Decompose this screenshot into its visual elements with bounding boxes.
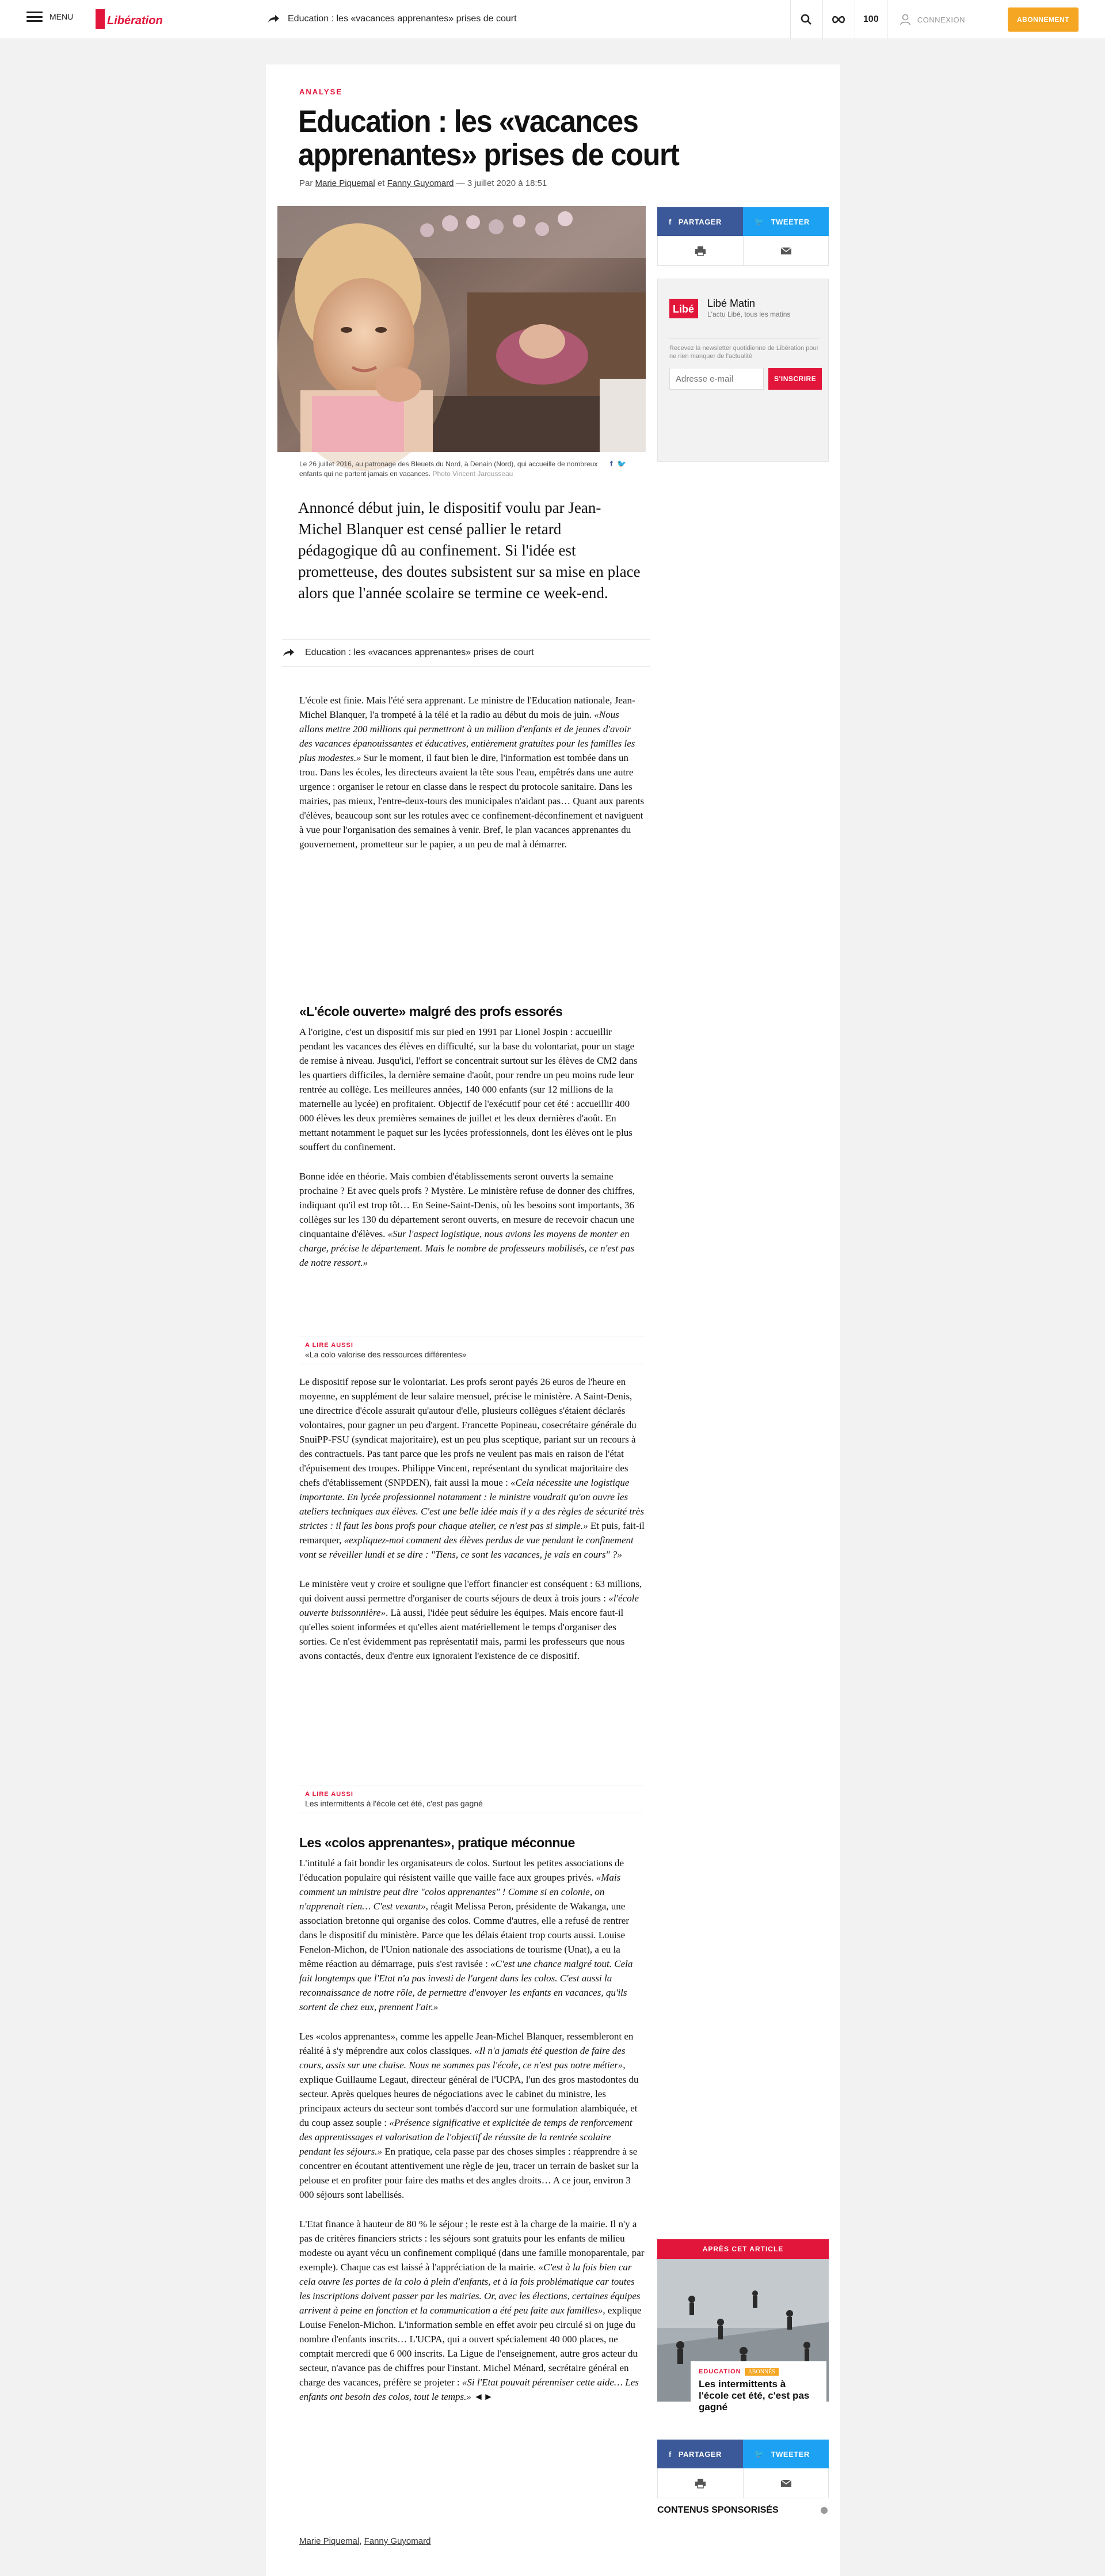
photo-credit: Photo Vincent Jarousseau: [432, 470, 513, 478]
top-bar: [0, 0, 1105, 39]
loop-button[interactable]: [822, 0, 855, 39]
paragraph: Le ministère veut y croire et souligne que l'effort financier est conséquent : 63 millions, qui doivent aussi permettre d'organiser de courts séjours de deux à trois jours : «l'école ouverte buissonnière». Là aussi, l'idée peut séduire les équipes. Mais encore faut-il qu'elles soient informées et qu'elles aient matériellement le temps d'organiser des sorties. Ce n'est évidemment pas représentatif mais, parmi les professeurs que nous avons contactés, deux d'entre eux ignoraient l'existence de ce dispositif.: [299, 1578, 642, 1661]
paragraph: Bonne idée en théorie. Mais combien d'établissements seront ouverts la semaine prochaine ? Et avec quels profs ? Mystère. Le ministère refuse de donner des chiffres, indiquant qu'il est trop tôt… En Seine-Saint-Denis, où les besoins sont importants, 36 collèges sur les 130 du département seront ouverts, en mesure de recevoir chacun une cinquantaine d'élèves. «Sur l'aspect logistique, nous avions les moyens de monter en charge, précise le département. Mais le nombre de professeurs mobilisés, ce n'est pas de notre ressort.»: [299, 1171, 635, 1268]
read-also-title[interactable]: Les intermittents à l'école cet été, c'est pas gagné: [305, 1799, 483, 1808]
after-article-card[interactable]: [657, 2259, 829, 2413]
after-article-title[interactable]: Les intermittents à l'école cet été, c'est pas gagné: [699, 2379, 810, 2413]
after-article-tag: [691, 2361, 826, 2413]
mail-icon: [780, 2479, 792, 2487]
section-heading: «L'école ouverte» malgré des profs essorés: [299, 1004, 563, 1019]
facebook-icon[interactable]: f: [610, 459, 613, 468]
font-size-label: 100: [863, 14, 879, 24]
menu-button[interactable]: [26, 12, 73, 22]
paragraph: L'Etat finance à hauteur de 80 % le séjour ; le reste est à la charge de la mairie. Il n'y a pas de critères financiers stricts : les séjours sont gratuits pour les enfants de milieu modeste ou ayant vécu un confinement compliqué (dans une famille monoparentale, par exemple). Chaque cas est laissé à l'appréciation de la mairie. «C'est à la fois bien car cela ouvre les portes de la colo à plein d'enfants, et à la fois problématique car toutes les inscriptions doivent passer par les mairies. Or, avec les élections, certaines équipes arrivent à peine en fonction et la communication a été peu faite aux familles», explique Louise Fenelon-Michon. L'information semble en effet avoir peu circulé si on juge du nombre d'enfants inscrits… L'UCPA, qui a ouvert spécialement 40 000 places, ne comptait mercredi que 6 000 inscrits. La Ligue de l'enseignement, autre gros acteur du secteur, n'avance pas de chiffres pour l'instant. Michel Ménard, secrétaire général en charge des vacances, préfère se projeter : «Si l'Etat pouvait pérenniser cette aide… Les enfants ont besoin des colos, tout le temps.» ◄►: [299, 2219, 645, 2402]
author-link[interactable]: Marie Piquemal: [315, 178, 375, 188]
author-link[interactable]: Marie Piquemal: [299, 2536, 360, 2546]
related-article-link[interactable]: [282, 639, 650, 667]
byline: [299, 178, 547, 188]
login-button[interactable]: [887, 0, 992, 39]
paragraph: L'école est finie. Mais l'été sera apprenant. Le ministre de l'Education nationale, Jean-Michel Blanquer, l'a trompeté à la télé et la radio au début du mois de juin. «Nous allons mettre 200 millions qui permettront à un million d'enfants et de jeunes d'avoir des vacances épanouissantes et éducatives, entièrement gratuites pour les familles les plus modestes.» Sur le moment, il faut bien le dire, l'information est tombée dans un trou. Dans les écoles, les directeurs avaient la tête sous l'eau, empêtrés dans une autre urgence : organiser le retour en classe dans le respect du protocole sanitaire. Dans les mairies, pas mieux, l'entre-deux-tours des municipales n'aidant pas… Quant aux parents d'élèves, beaucoup sont sur les rotules avec ce confinement-déconfinement et naviguent à vue pour l'organisation des semaines à venir. Bref, le plan vacances apprenantes du gouvernement, prometteur sur le papier, a un peu de mal à démarrer.: [299, 695, 645, 850]
email-share-button[interactable]: [743, 236, 828, 265]
after-article-category: EDUCATION: [699, 2368, 741, 2375]
font-size-button[interactable]: [855, 0, 887, 39]
twitter-icon[interactable]: 🐦: [617, 459, 627, 468]
byline-prefix: Par: [299, 178, 313, 188]
caption-share: [610, 459, 627, 469]
paragraph: Les «colos apprenantes», comme les appelle Jean-Michel Blanquer, ressembleront en réalité à s'y méprendre aux colos classiques. «Il n'a jamais été question de faire des cours, assis sur une chaise. Nous ne sommes pas l'école, ce n'est pas notre métier», explique Guillaume Legaut, directeur général de l'UCPA, l'un des gros mastodontes du secteur. Après quelques heures de négociations avec le cabinet du ministre, les principaux acteurs du secteur sont tombés d'accord sur une formulation alambiquée, et du coup assez souple : «Présence significative et explicitée de temps de renforcement des apprentissages et valorisation de l'objectif de réussite de la rentrée scolaire pendant les séjours.» En pratique, cela passe par des choses simples : réapprendre à se concentrer en écoutant attentivement une règle de jeu, tracer un terrain de basket sur la pelouse et en profiter pour faire des maths et des angles droits… A ce jour, environ 3 000 séjours sont labellisés.: [299, 2031, 639, 2200]
infinity-icon: [831, 16, 846, 24]
facebook-icon: f: [669, 217, 672, 226]
article-body-3: [299, 1375, 645, 1678]
subscribe-button[interactable]: ABONNEMENT: [1008, 7, 1079, 32]
top-right-tools: [790, 0, 1105, 39]
top-article-link[interactable]: [267, 14, 517, 24]
after-article-box: [657, 2239, 829, 2413]
related-article-title: Education : les «vacances apprenantes» prises de court: [305, 648, 534, 657]
after-article-label: APRÈS CET ARTICLE: [657, 2239, 829, 2259]
svg-text:Libération: Libération: [107, 14, 163, 27]
user-icon: [900, 14, 910, 25]
newsletter-submit-button[interactable]: S'INSCRIRE: [768, 368, 822, 390]
newsletter-subtitle: L'actu Libé, tous les matins: [707, 310, 791, 318]
article-body-1: [299, 693, 645, 866]
article-body-2: [299, 1025, 645, 1285]
facebook-icon: f: [669, 2449, 672, 2459]
facebook-share-button[interactable]: f PARTAGER: [657, 2440, 743, 2468]
svg-text:Libé: Libé: [673, 303, 695, 315]
paragraph: A l'origine, c'est un dispositif mis sur pied en 1991 par Lionel Jospin : accueillir pendant les vacances des élèves en difficulté, sur la base du volontariat, pour un stage de remise à niveau. Jusqu'ici, l'effort se concentrait surtout sur les élèves de CM2 dans les quartiers difficiles, la dernière semaine d'août, pour rendre un peu moins rude leur rentrée au collège. Les meilleures années, 140 000 enfants (sur 12 millions de la maternelle au lycée) en profitaient. Objectif de l'exécutif pour cet été : accueillir 400 000 élèves les deux premières semaines de juillet et les deux dernières d'août. En mettant notamment le paquet sur les lycées professionnels, dont les élèves ont le plus souffert du confinement.: [299, 1026, 638, 1152]
share-arrow-icon: [267, 14, 280, 24]
article-kicker: ANALYSE: [299, 87, 342, 96]
mail-icon: [780, 247, 792, 255]
search-button[interactable]: [790, 0, 822, 39]
section-heading: Les «colos apprenantes», pratique méconnue: [299, 1835, 575, 1850]
facebook-share-button[interactable]: f PARTAGER: [657, 207, 743, 236]
share-arrow-icon: [282, 648, 295, 657]
email-share-button[interactable]: [743, 2468, 828, 2498]
article-body-4: [299, 1856, 645, 2419]
twitter-icon: 🐦: [755, 2449, 764, 2458]
menu-label: MENU: [49, 12, 74, 21]
author-link[interactable]: Fanny Guyomard: [364, 2536, 431, 2546]
twitter-share-button[interactable]: 🐦 TWEETER: [743, 207, 829, 236]
print-icon: [695, 2478, 706, 2489]
read-also-label: A LIRE AUSSI: [305, 1342, 353, 1349]
newsletter-description: Recevez la newsletter quotidienne de Libération pour ne rien manquer de l'actualité: [669, 338, 819, 360]
share-box-bottom: [657, 2440, 829, 2498]
bottom-authors: Marie Piquemal, Fanny Guyomard: [299, 2536, 431, 2546]
newsletter-form: [669, 368, 822, 390]
byline-date: — 3 juillet 2020 à 18:51: [456, 178, 547, 188]
author-link[interactable]: Fanny Guyomard: [387, 178, 454, 188]
paragraph: L'intitulé a fait bondir les organisateurs de colos. Surtout les petites associations de l'éducation populaire qui résistent vaille que vaille face aux groupes privés. «Mais comment un ministre peut dire "colos apprenantes" ! Comme si en colonie, on n'apprenait rien… C'est vexant», réagit Melissa Peron, présidente de Wakanga, une association bretonne qui organise des colos. Comme d'autres, elle a refusé de rentrer dans le dispositif du ministère. Parce que les délais étaient trop courts aussi. Louise Fenelon-Michon, de l'Union nationale des associations de tourisme (Unat), a eu la même réaction au démarrage, puis s'est ravisée : «C'est une chance malgré tout. Cela fait longtemps que l'Etat n'a pas investi de l'argent dans les colos. C'est aussi la reconnaissance de notre rôle, de permettre d'envoyer les enfants en vacances, qu'ils sortent de chez eux, prennent l'air.»: [299, 1858, 633, 2012]
photo-caption: [299, 459, 622, 479]
read-also-label: A LIRE AUSSI: [305, 1791, 353, 1798]
sponsored-content-header: [657, 2505, 829, 2516]
print-icon: [695, 246, 706, 256]
print-button[interactable]: [658, 236, 743, 265]
read-also-box[interactable]: [299, 1337, 645, 1364]
top-article-title: Education : les «vacances apprenantes» prises de court: [288, 14, 517, 24]
byline-and: et: [377, 178, 385, 188]
sponsored-label: CONTENUS SPONSORISÉS: [657, 2505, 779, 2515]
caption-text: Le 26 juillet 2016, au patronage des Bleuets du Nord, à Denain (Nord), qui accueille de nombreux enfants qui ne partent jamais en vacances.: [299, 460, 598, 478]
paragraph: Le dispositif repose sur le volontariat. Les profs seront payés 26 euros de l'heure en moyenne, en supplément de leur salaire mensuel, précise le ministère. A Saint-Denis, une directrice d'école assurait qu'autour d'elle, plusieurs collègues s'étaient déclarés volontaires, pour gagner un peu d'argent. Francette Popineau, cosecrétaire générale du SnuiPP-FSU (syndicat majoritaire), est un peu plus sceptique, pariant sur un recours à des contractuels. Pas tant parce que les profs ne veulent pas mais en raison de l'état d'épuisement des troupes. Philippe Vincent, représentant du syndicat majoritaire des chefs d'établissement (SNPDEN), fait aussi la moue : «Cela nécessite une logistique importante. En lycée professionnel notamment : le ministre voudrait qu'on ouvre les ateliers techniques aux élèves. C'est une belle idée mais il y a des règles de sécurité très strictes : il faut les bons profs pour chaque atelier, ce n'est pas si simple.» Et puis, fait-il remarquer, «expliquez-moi comment des élèves perdus de vue pendant le confinement vont se réveiller lundi et se dire : "Tiens, ce sont les vacances, je vais en cours" ?»: [299, 1376, 645, 1560]
newsletter-email-input[interactable]: [669, 368, 764, 390]
share-box-top: [657, 207, 829, 266]
search-icon: [801, 14, 812, 25]
article-title: Education : les «vacances apprenantes» prises de court: [298, 104, 679, 172]
liberation-logo[interactable]: [93, 6, 163, 32]
article-card: [266, 64, 840, 2576]
newsletter-box: [657, 279, 829, 462]
twitter-icon: 🐦: [755, 217, 764, 226]
login-label: CONNEXION: [917, 15, 965, 24]
article-lead: Annoncé début juin, le dispositif voulu par Jean-Michel Blanquer est censé pallier le retard pédagogique dû au confinement. Si l'idée est prometteuse, des doutes subsistent sur sa mise en place alors que l'année scolaire se termine ce week-end.: [298, 499, 641, 602]
newsletter-title: Libé Matin: [707, 298, 756, 309]
article-photo[interactable]: [277, 206, 646, 452]
ad-info-icon[interactable]: [820, 2506, 829, 2515]
read-also-title[interactable]: «La colo valorise des ressources différentes»: [305, 1350, 467, 1359]
libe-logo: [669, 296, 698, 319]
hamburger-icon: [26, 12, 43, 22]
print-button[interactable]: [658, 2468, 743, 2498]
read-also-box[interactable]: [299, 1786, 645, 1813]
twitter-share-button[interactable]: 🐦 TWEETER: [743, 2440, 829, 2468]
subscribers-badge: ABONNÉS: [745, 2368, 779, 2376]
